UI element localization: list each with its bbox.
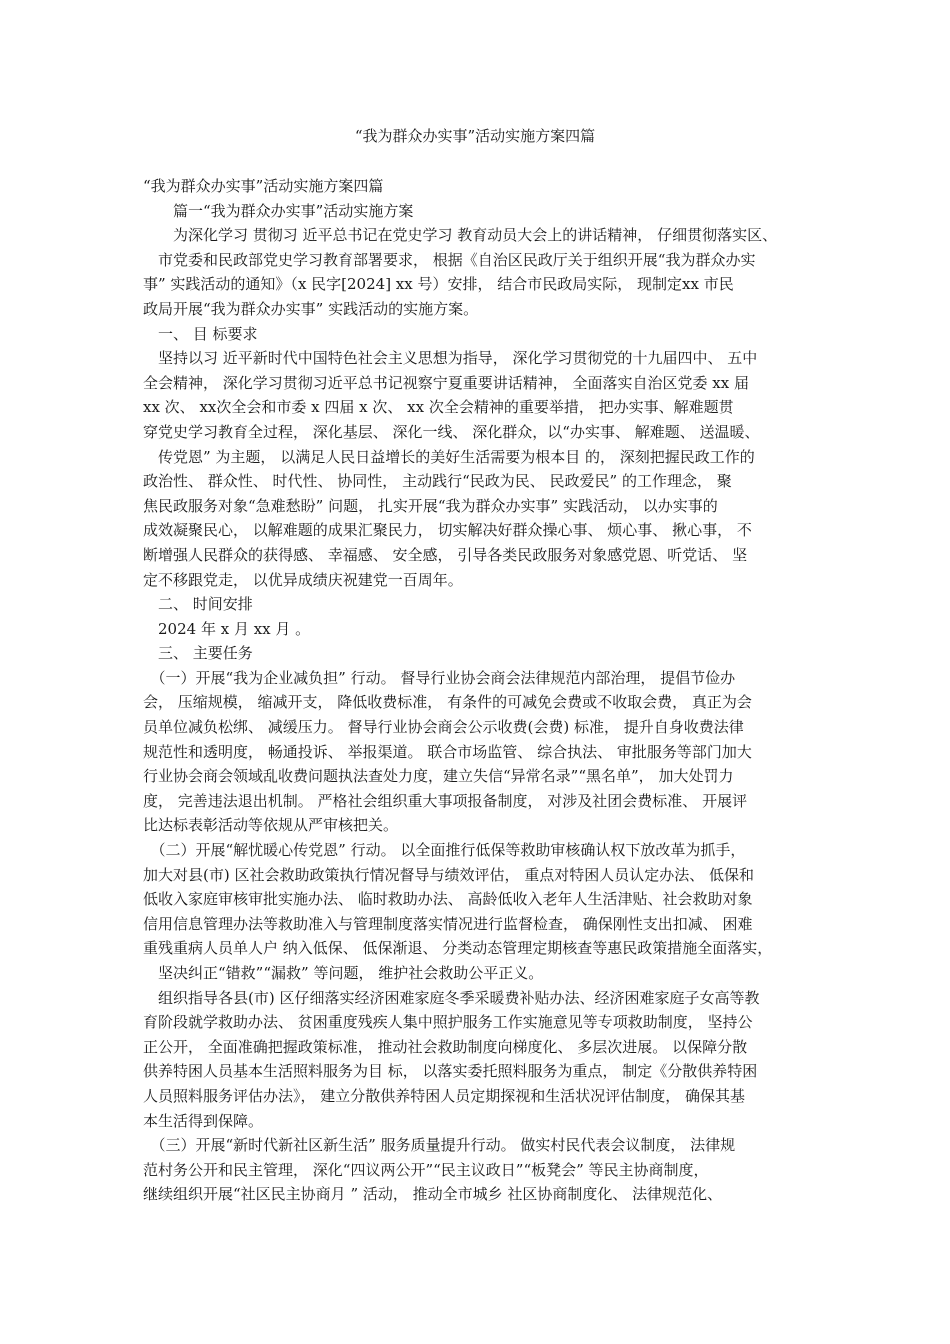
text-line: 一、 目 标要求: [143, 324, 258, 343]
text-line: 焦民政服务对象“急难愁盼” 问题， 扎实开展“我为群众办实事” 实践活动， 以办实事的: [143, 496, 718, 515]
text-line: 范村务公开和民主管理， 深化“四议两公开”“民主议政日”“板凳会” 等民主协商制度，: [143, 1160, 709, 1179]
text-line: 员单位减负松绑、 减缓压力。 督导行业协会商会公示收费(会费) 标准， 提升自身收费法律: [143, 718, 744, 737]
text-line: 规范性和透明度， 畅通投诉、 举报渠道。 联合市场监管、 综合执法、 审批服务等部门加大: [143, 742, 752, 761]
text-line: 育阶段就学救助办法、 贫困重度残疾人集中照护服务工作实施意见等专项救助制度， 坚持公: [143, 1013, 753, 1032]
text-line: 信用信息管理办法等救助准入与管理制度落实情况进行监督检查， 确保刚性支出扣减、 困难: [143, 914, 753, 933]
text-line: 断增强人民群众的获得感、 幸福感、 安全感， 引导各类民政服务对象感党恩、听党话、 坚: [143, 545, 748, 564]
text-line: 供养特困人员基本生活照料服务为目 标， 以落实委托照料服务为重点， 制定《分散供养特困: [143, 1062, 758, 1081]
text-line: 篇一“我为群众办实事”活动实施方案: [143, 201, 414, 220]
document-title: “我为群众办实事”活动实施方案四篇: [354, 127, 596, 145]
text-line: 人员照料服务评估办法》， 建立分散供养特困人员定期探视和生活状况评估制度， 确保其基: [143, 1086, 746, 1105]
text-line: 度， 完善违法退出机制。 严格社会组织重大事项报备制度， 对涉及社团会费标准、 开展评: [143, 791, 748, 810]
text-line: 2024 年 x 月 xx 月 。: [143, 619, 311, 638]
text-line: 全会精神， 深化学习贯彻习近平总书记视察宁夏重要讲话精神， 全面落实自治区党委 xx 届: [143, 373, 749, 392]
text-line: 事” 实践活动的通知》（x 民字[2024] xx 号）安排， 结合市民政局实际， 现制定xx 市民: [143, 275, 734, 294]
text-line: 比达标表彰活动等依规从严审核把关。: [143, 816, 399, 835]
text-line: 政局开展“我为群众办实事” 实践活动的实施方案。: [143, 299, 479, 318]
text-line: 加大对县(市) 区社会救助政策执行情况督导与绩效评估， 重点对特困人员认定办法、 低保和: [143, 865, 755, 884]
text-line: 市党委和民政部党史学习教育部署要求， 根据《自治区民政厅关于组织开展“我为群众办实: [143, 250, 756, 269]
text-line: 重残重病人员单人户 纳入低保、 低保渐退、 分类动态管理定期核查等惠民政策措施全面落实，: [143, 939, 773, 958]
text-line: 本生活得到保障。: [143, 1111, 264, 1130]
text-line: 会， 压缩规模， 缩减开支， 降低收费标准， 有条件的可减免会费或不收取会费， 真正为会: [143, 693, 752, 712]
text-line: 坚决纠正“错救”“漏救” 等问题， 维护社会救助公平正义。: [143, 964, 544, 982]
text-line: 穿党史学习教育全过程， 深化基层、 深化一线、 深化群众，以“办实事、 解难题、 送温暖、: [143, 422, 760, 441]
text-line: 行业协会商会领域乱收费问题执法查处力度，建立失信“异常名录”“黑名单”， 加大处罚力: [143, 767, 734, 786]
text-line: “我为群众办实事”活动实施方案四篇: [143, 177, 384, 195]
text-line: 正公开， 全面准确把握政策标准， 推动社会救助制度向梯度化、 多层次进展。 以保障分散: [143, 1037, 748, 1056]
text-line: xx 次、 xx次全会和市委 x 四届 x 次、 xx 次全会精神的重要举措， 把办实事、解难题贯: [143, 398, 734, 417]
document-body: [143, 174, 823, 1207]
text-line: （一）开展“我为企业减负担” 行动。 督导行业协会商会法律规范内部治理， 提倡节俭办: [143, 668, 736, 687]
text-line: 传党恩” 为主题， 以满足人民日益增长的美好生活需要为根本目 的， 深刻把握民政工作的: [143, 447, 755, 466]
text-line: 继续组织开展“社区民主协商月 ” 活动， 推动全市城乡 社区协商制度化、 法律规范化、: [143, 1185, 723, 1204]
text-line: 组织指导各县(市) 区仔细落实经济困难家庭冬季采暖费补贴办法、经济困难家庭子女高等教: [143, 988, 760, 1007]
text-line: 成效凝聚民心， 以解难题的成果汇聚民力， 切实解决好群众操心事、 烦心事、 揪心事， 不: [143, 521, 752, 540]
text-line: 二、 时间安排: [143, 595, 253, 614]
text-line: 政治性、 群众性、 时代性、 协同性， 主动践行“民政为民、 民政爱民” 的工作理念， 聚: [143, 472, 732, 491]
text-line: 低收入家庭审核审批实施办法、 临时救助办法、 高龄低收入老年人生活津贴、社会救助对象: [143, 890, 753, 909]
text-line: （三）开展“新时代新社区新生活” 服务质量提升行动。 做实村民代表会议制度， 法律规: [143, 1136, 736, 1155]
text-line: 为深化学习 贯彻习 近平总书记在党史学习 教育动员大会上的讲话精神， 仔细贯彻落实区、: [143, 226, 778, 245]
text-line: 三、 主要任务: [143, 644, 253, 663]
text-line: 坚持以习 近平新时代中国特色社会主义思想为指导， 深化学习贯彻党的十九届四中、 五中: [143, 349, 758, 368]
text-line: （二）开展“解忧暖心传党恩” 行动。 以全面推行低保等救助审核确认权下放改革为抓手，: [143, 841, 746, 860]
text-line: 定不移跟党走， 以优异成绩庆祝建党一百周年。: [143, 570, 463, 589]
